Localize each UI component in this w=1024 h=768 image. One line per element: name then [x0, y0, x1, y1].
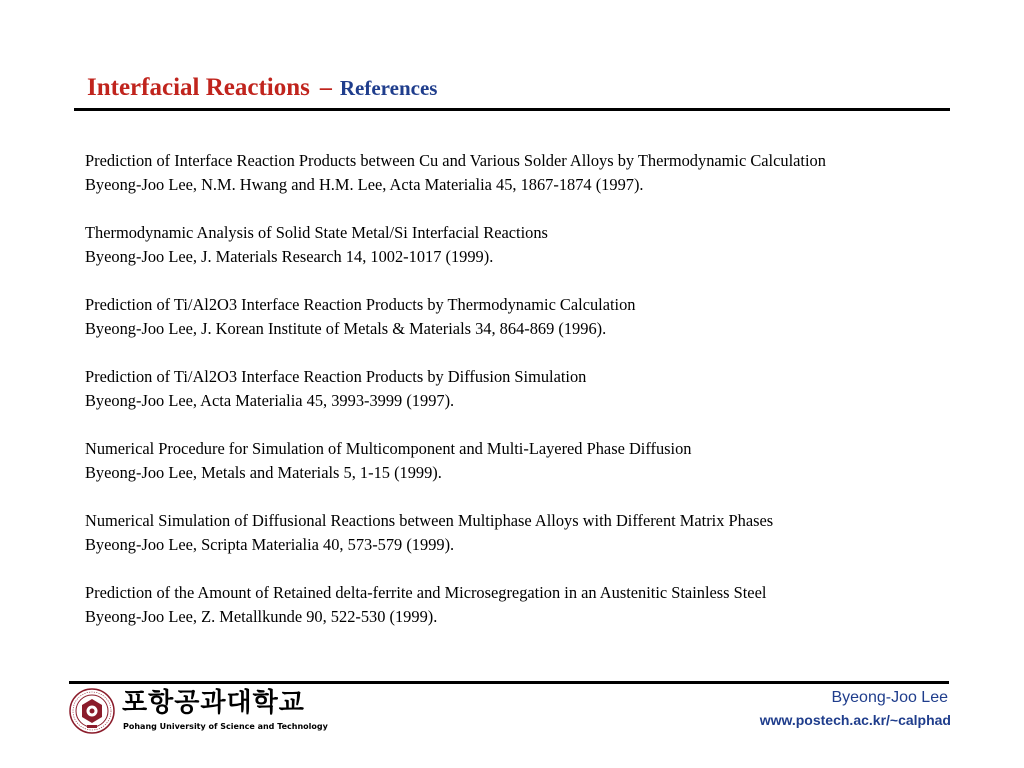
title-divider — [74, 108, 950, 111]
reference-citation: Byeong-Joo Lee, Acta Materialia 45, 3993-3999 (1997). — [85, 391, 455, 410]
reference-citation: Byeong-Joo Lee, Metals and Materials 5, 1-15 (1999). — [85, 463, 442, 482]
university-seal-icon — [69, 688, 115, 734]
reference-list — [85, 149, 965, 653]
reference-citation: Byeong-Joo Lee, N.M. Hwang and H.M. Lee, Acta Materialia 45, 1867-1874 (1997). — [85, 175, 644, 194]
reference-item — [85, 509, 965, 557]
reference-title: Prediction of the Amount of Retained delta-ferrite and Microsegregation in an Austenitic Stainless Steel — [85, 583, 767, 602]
reference-item — [85, 581, 965, 629]
reference-title: Numerical Procedure for Simulation of Multicomponent and Multi-Layered Phase Diffusion — [85, 439, 692, 458]
footer-divider — [69, 681, 949, 684]
reference-item — [85, 293, 965, 341]
slide-title — [87, 74, 437, 102]
reference-title: Prediction of Ti/Al2O3 Interface Reaction Products by Thermodynamic Calculation — [85, 295, 636, 314]
reference-item — [85, 365, 965, 413]
author-url[interactable]: www.postech.ac.kr/~calphad — [759, 712, 951, 728]
reference-title: Numerical Simulation of Diffusional Reactions between Multiphase Alloys with Different Matrix Phases — [85, 511, 774, 530]
title-main: Interfacial Reactions — [87, 74, 310, 101]
reference-citation: Byeong-Joo Lee, Scripta Materialia 40, 573-579 (1999). — [85, 535, 455, 554]
title-subtitle: References — [339, 76, 438, 100]
reference-citation: Byeong-Joo Lee, Z. Metallkunde 90, 522-530 (1999). — [85, 607, 438, 626]
reference-item — [85, 437, 965, 485]
reference-title: Thermodynamic Analysis of Solid State Metal/Si Interfacial Reactions — [85, 223, 548, 242]
reference-citation: Byeong-Joo Lee, J. Materials Research 14, 1002-1017 (1999). — [85, 247, 494, 266]
university-name-english: Pohang University of Science and Technology — [123, 722, 328, 731]
reference-citation: Byeong-Joo Lee, J. Korean Institute of Metals & Materials 34, 864-869 (1996). — [85, 319, 607, 338]
title-dash: – — [319, 75, 332, 101]
reference-item — [85, 149, 965, 197]
reference-title: Prediction of Ti/Al2O3 Interface Reaction Products by Diffusion Simulation — [85, 367, 587, 386]
reference-title: Prediction of Interface Reaction Products between Cu and Various Solder Alloys by Thermodynamic Calculation — [85, 151, 826, 170]
reference-item — [85, 221, 965, 269]
university-name-korean: 포항공과대학교 — [122, 688, 305, 718]
author-name: Byeong-Joo Lee — [831, 689, 948, 706]
